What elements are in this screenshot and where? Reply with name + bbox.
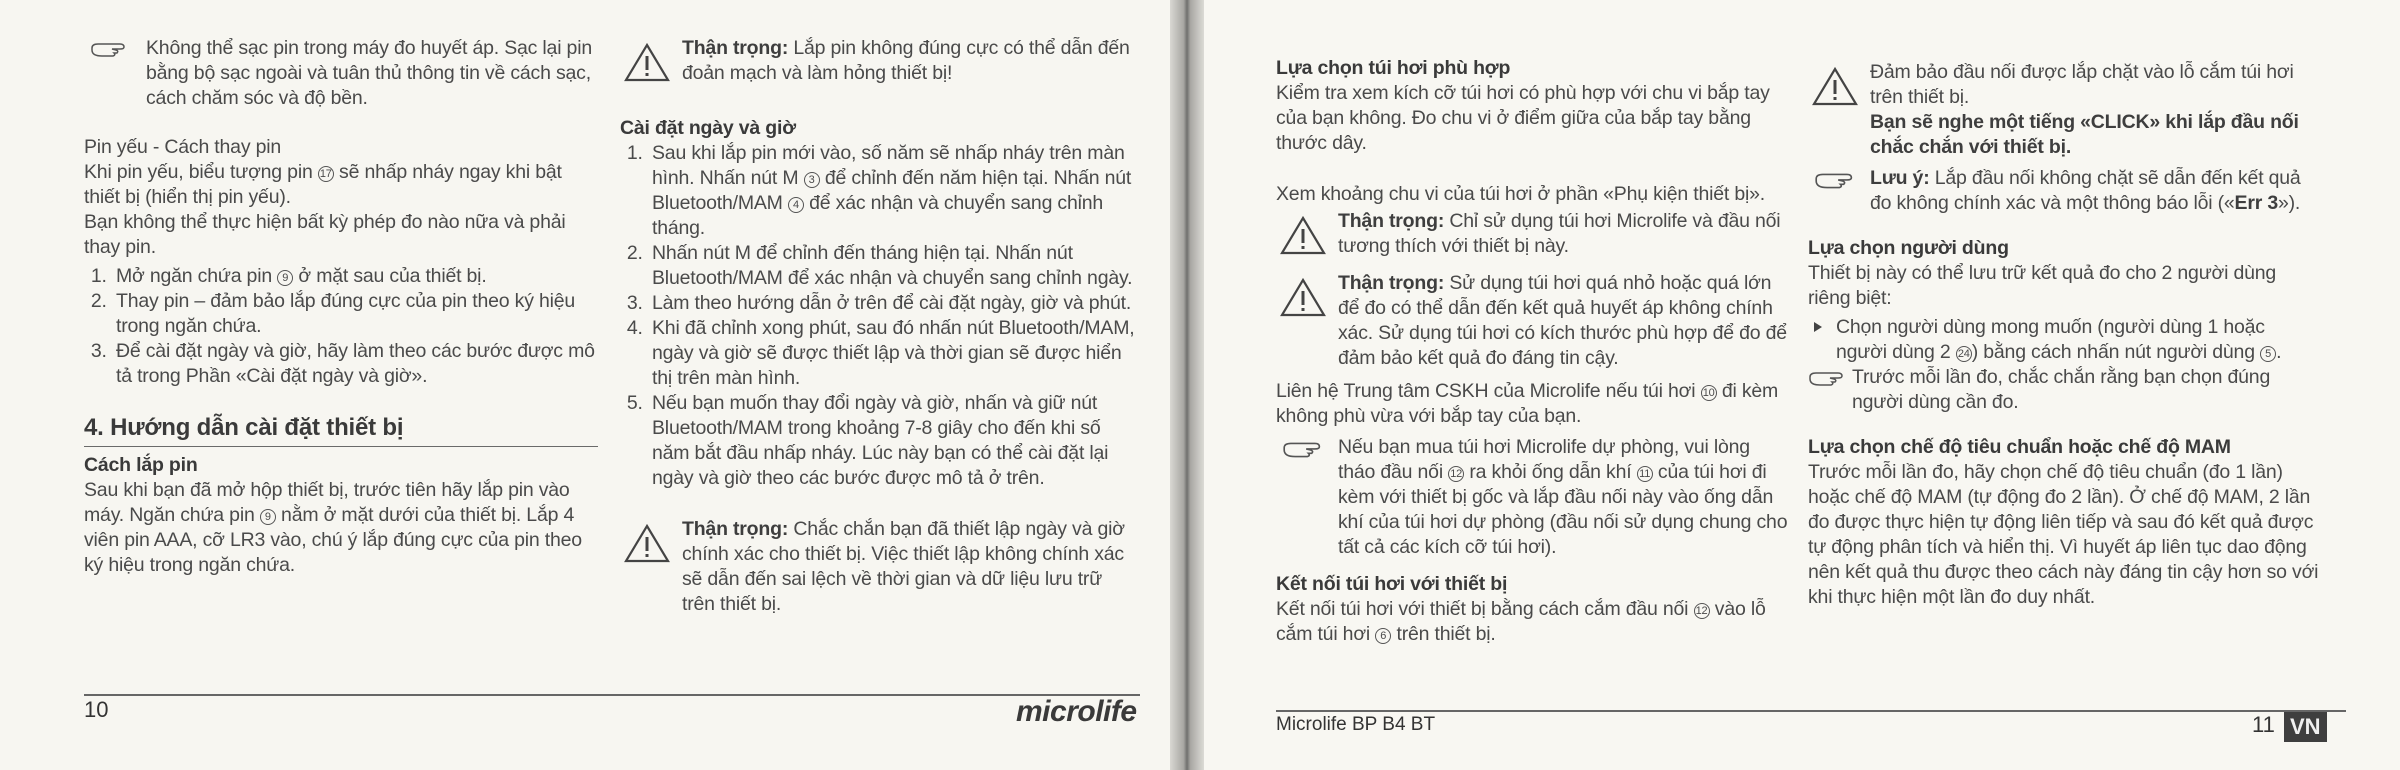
connector-note: Lưu ý: Lắp đầu nối không chặt sẽ dẫn đến kết quả đo không chính xác và một thông báo lỗi («Err 3»). xyxy=(1808,166,2320,216)
charge-note xyxy=(84,36,598,111)
battery-symbol-ref: 17 xyxy=(318,166,334,182)
warning-triangle-icon xyxy=(1280,277,1326,317)
weak-battery-title: Pin yếu - Cách thay pin xyxy=(84,136,282,158)
date-time-steps-list xyxy=(620,141,1138,491)
user-selection-title: Lựa chọn người dùng xyxy=(1808,237,2009,259)
connect-cuff-paragraph: Kết nối túi hơi với thiết bị bằng cách cắm đầu nối 12 vào lỗ cắm túi hơi 6 trên thiết bị. xyxy=(1276,598,1766,645)
pointing-hand-icon xyxy=(1814,170,1858,192)
cuff-selection-title: Lựa chọn túi hơi phù hợp xyxy=(1276,57,1511,79)
left-page xyxy=(0,0,1170,770)
mode-selection-title: Lựa chọn chế độ tiêu chuẩn hoặc chế độ MAM xyxy=(1808,436,2231,458)
weak-battery-paragraph-1: Khi pin yếu, biểu tượng pin 17 sẽ nhấp nháy ngay khi bật thiết bị (hiển thị pin yếu). xyxy=(84,161,562,208)
list-item: 1. Mở ngăn chứa pin 9 ở mặt sau của thiết bị. xyxy=(112,264,598,289)
warning-triangle-icon xyxy=(624,42,670,82)
right-page-column-2 xyxy=(1808,60,2320,610)
list-item: 5. Nếu bạn muốn thay đổi ngày và giờ, nhấn và giữ nút Bluetooth/MAM trong khoảng 7-8 giây cho đến khi số năm bắt đầu nhấp nháy. Lúc này bạn có thể cài đặt lại ngày và giờ theo các bước được mô tả ở trên. xyxy=(648,391,1138,491)
footer-rule xyxy=(1276,710,2346,712)
list-item: 4. Khi đã chỉnh xong phút, sau đó nhấn nút Bluetooth/MAM, ngày và giờ sẽ được thiết lập và thời gian sẽ được hiển thị trên màn hình. xyxy=(648,316,1138,391)
left-page-column-2 xyxy=(620,36,1138,617)
footer-model-name: Microlife BP B4 BT xyxy=(1276,714,1436,735)
warning-triangle-icon xyxy=(1812,66,1858,106)
left-page-column-1 xyxy=(84,36,598,578)
right-page-column-1 xyxy=(1276,56,1788,647)
cuff-paragraph-2: Xem khoảng chu vi của túi hơi ở phần «Phụ kiện thiết bị». xyxy=(1276,183,1765,205)
connector-warning: Đảm bảo đầu nối được lắp chặt vào lỗ cắm túi hơi trên thiết bị. Bạn sẽ nghe một tiếng «CLICK» khi lắp đầu nối chắc chắn với thiết bị. xyxy=(1808,60,2320,160)
spare-cuff-note: Nếu bạn mua túi hơi Microlife dự phòng, vui lòng tháo đầu nối 12 ra khỏi ống dẫn khí 11 của túi hơi đi kèm với thiết bị gốc và lắp đầu nối này vào ống dẫn khí của túi hơi dự phòng (đầu nối sử dụng chung cho tất cả các kích cỡ túi hơi). xyxy=(1276,435,1788,560)
charge-note-text: Không thể sạc pin trong máy đo huyết áp. Sạc lại pin bằng bộ sạc ngoài và tuân thủ thông tin về cách sạc, cách chăm sóc và độ bền. xyxy=(146,37,592,109)
pointing-hand-icon xyxy=(1282,439,1326,461)
connect-cuff-title: Kết nối túi hơi với thiết bị xyxy=(1276,573,1508,595)
contact-paragraph: Liên hệ Trung tâm CSKH của Microlife nếu túi hơi 10 đi kèm không phù vừa với bắp tay của bạn. xyxy=(1276,380,1779,427)
user-selection-bullet: Chọn người dùng mong muốn (người dùng 1 hoặc người dùng 2 24 ) bằng cách nhấn nút người dùng 5 . xyxy=(1808,315,2320,365)
section-4-heading: 4. Hướng dẫn cài đặt thiết bị xyxy=(84,415,598,447)
list-item: 2. Nhấn nút M để chỉnh đến tháng hiện tại. Nhấn nút Bluetooth/MAM để xác nhận và chuyển sang chỉnh ngày. xyxy=(648,241,1138,291)
caution-cuff-compatible: Thận trọng: Chỉ sử dụng túi hơi Microlife và đầu nối tương thích với thiết bị này. xyxy=(1276,209,1788,259)
battery-steps-list xyxy=(84,264,598,389)
footer-rule xyxy=(84,694,1140,696)
microlife-logo: microlife xyxy=(1016,695,1137,728)
insert-batteries-title: Cách lắp pin xyxy=(84,454,198,476)
page-number: 10 xyxy=(84,697,109,722)
mode-selection-paragraph: Trước mỗi lần đo, hãy chọn chế độ tiêu chuẩn (đo 1 lần) hoặc chế độ MAM (tự động đo 2 lần). Ở chế độ MAM, 2 lần đo được thực hiện tự động liên tiếp và sau đó kết quả được tự động phân tích và hiển thị. Vì huyết áp liên tục dao động nên kết quả thu được theo cách này đáng tin cậy hơn so với khi thực hiện một lần đo duy nhất. xyxy=(1808,461,2319,608)
caution-cuff-size: Thận trọng: Sử dụng túi hơi quá nhỏ hoặc quá lớn để đo có thể dẫn đến kết quả huyết áp không chính xác. Sử dụng túi hơi có kích thước phù hợp để đo để đảm bảo kết quả đo đáng tin cậy. xyxy=(1276,271,1788,371)
warning-triangle-icon xyxy=(1280,215,1326,255)
language-badge: VN xyxy=(2284,712,2327,742)
caution-polarity: Thận trọng: Lắp pin không đúng cực có thể dẫn đến đoản mạch và làm hỏng thiết bị! xyxy=(620,36,1138,86)
user-selection-paragraph: Thiết bị này có thể lưu trữ kết quả đo cho 2 người dùng riêng biệt: xyxy=(1808,262,2277,309)
list-item: 3. Để cài đặt ngày và giờ, hãy làm theo các bước được mô tả trong Phần «Cài đặt ngày và giờ». xyxy=(112,339,598,389)
list-item: 1. Sau khi lắp pin mới vào, số năm sẽ nhấp nháy trên màn hình. Nhấn nút M 3 để chỉnh đến năm hiện tại. Nhấn nút Bluetooth/MAM 4 để xác nhận và chuyển sang chỉnh tháng. xyxy=(648,141,1138,241)
list-item: 2. Thay pin – đảm bảo lắp đúng cực của pin theo ký hiệu trong ngăn chứa. xyxy=(112,289,598,339)
pointing-hand-icon xyxy=(90,40,130,60)
page-number: 11 xyxy=(2252,712,2275,737)
weak-battery-paragraph-2: Bạn không thể thực hiện bất kỳ phép đo nào nữa và phải thay pin. xyxy=(84,211,566,258)
insert-batteries-paragraph: Sau khi bạn đã mở hộp thiết bị, trước tiên hãy lắp pin vào máy. Ngăn chứa pin 9 nằm ở mặt dưới của thiết bị. Lắp 4 viên pin AAA, cỡ LR3 vào, chú ý lắp đúng cực của pin theo ký hiệu trong ngăn chứa. xyxy=(84,479,582,576)
date-time-title: Cài đặt ngày và giờ xyxy=(620,117,796,139)
book-spine xyxy=(1170,0,1204,770)
list-item: 3. Làm theo hướng dẫn ở trên để cài đặt ngày, giờ và phút. xyxy=(648,291,1138,316)
user-selection-note: Trước mỗi lần đo, chắc chắn rằng bạn chọn đúng người dùng cần đo. xyxy=(1808,365,2320,415)
pointing-hand-icon xyxy=(1808,369,1848,389)
cuff-paragraph-1: Kiểm tra xem kích cỡ túi hơi có phù hợp với chu vi bắp tay của bạn không. Đo chu vi ở điểm giữa của bắp tay bằng thước dây. xyxy=(1276,82,1770,154)
right-page xyxy=(1204,0,2400,770)
warning-triangle-icon xyxy=(624,523,670,563)
caution-datetime: Thận trọng: Chắc chắn bạn đã thiết lập ngày và giờ chính xác cho thiết bị. Việc thiết lập không chính xác sẽ dẫn đến sai lệch về thời gian và dữ liệu lưu trữ trên thiết bị. xyxy=(620,517,1138,617)
